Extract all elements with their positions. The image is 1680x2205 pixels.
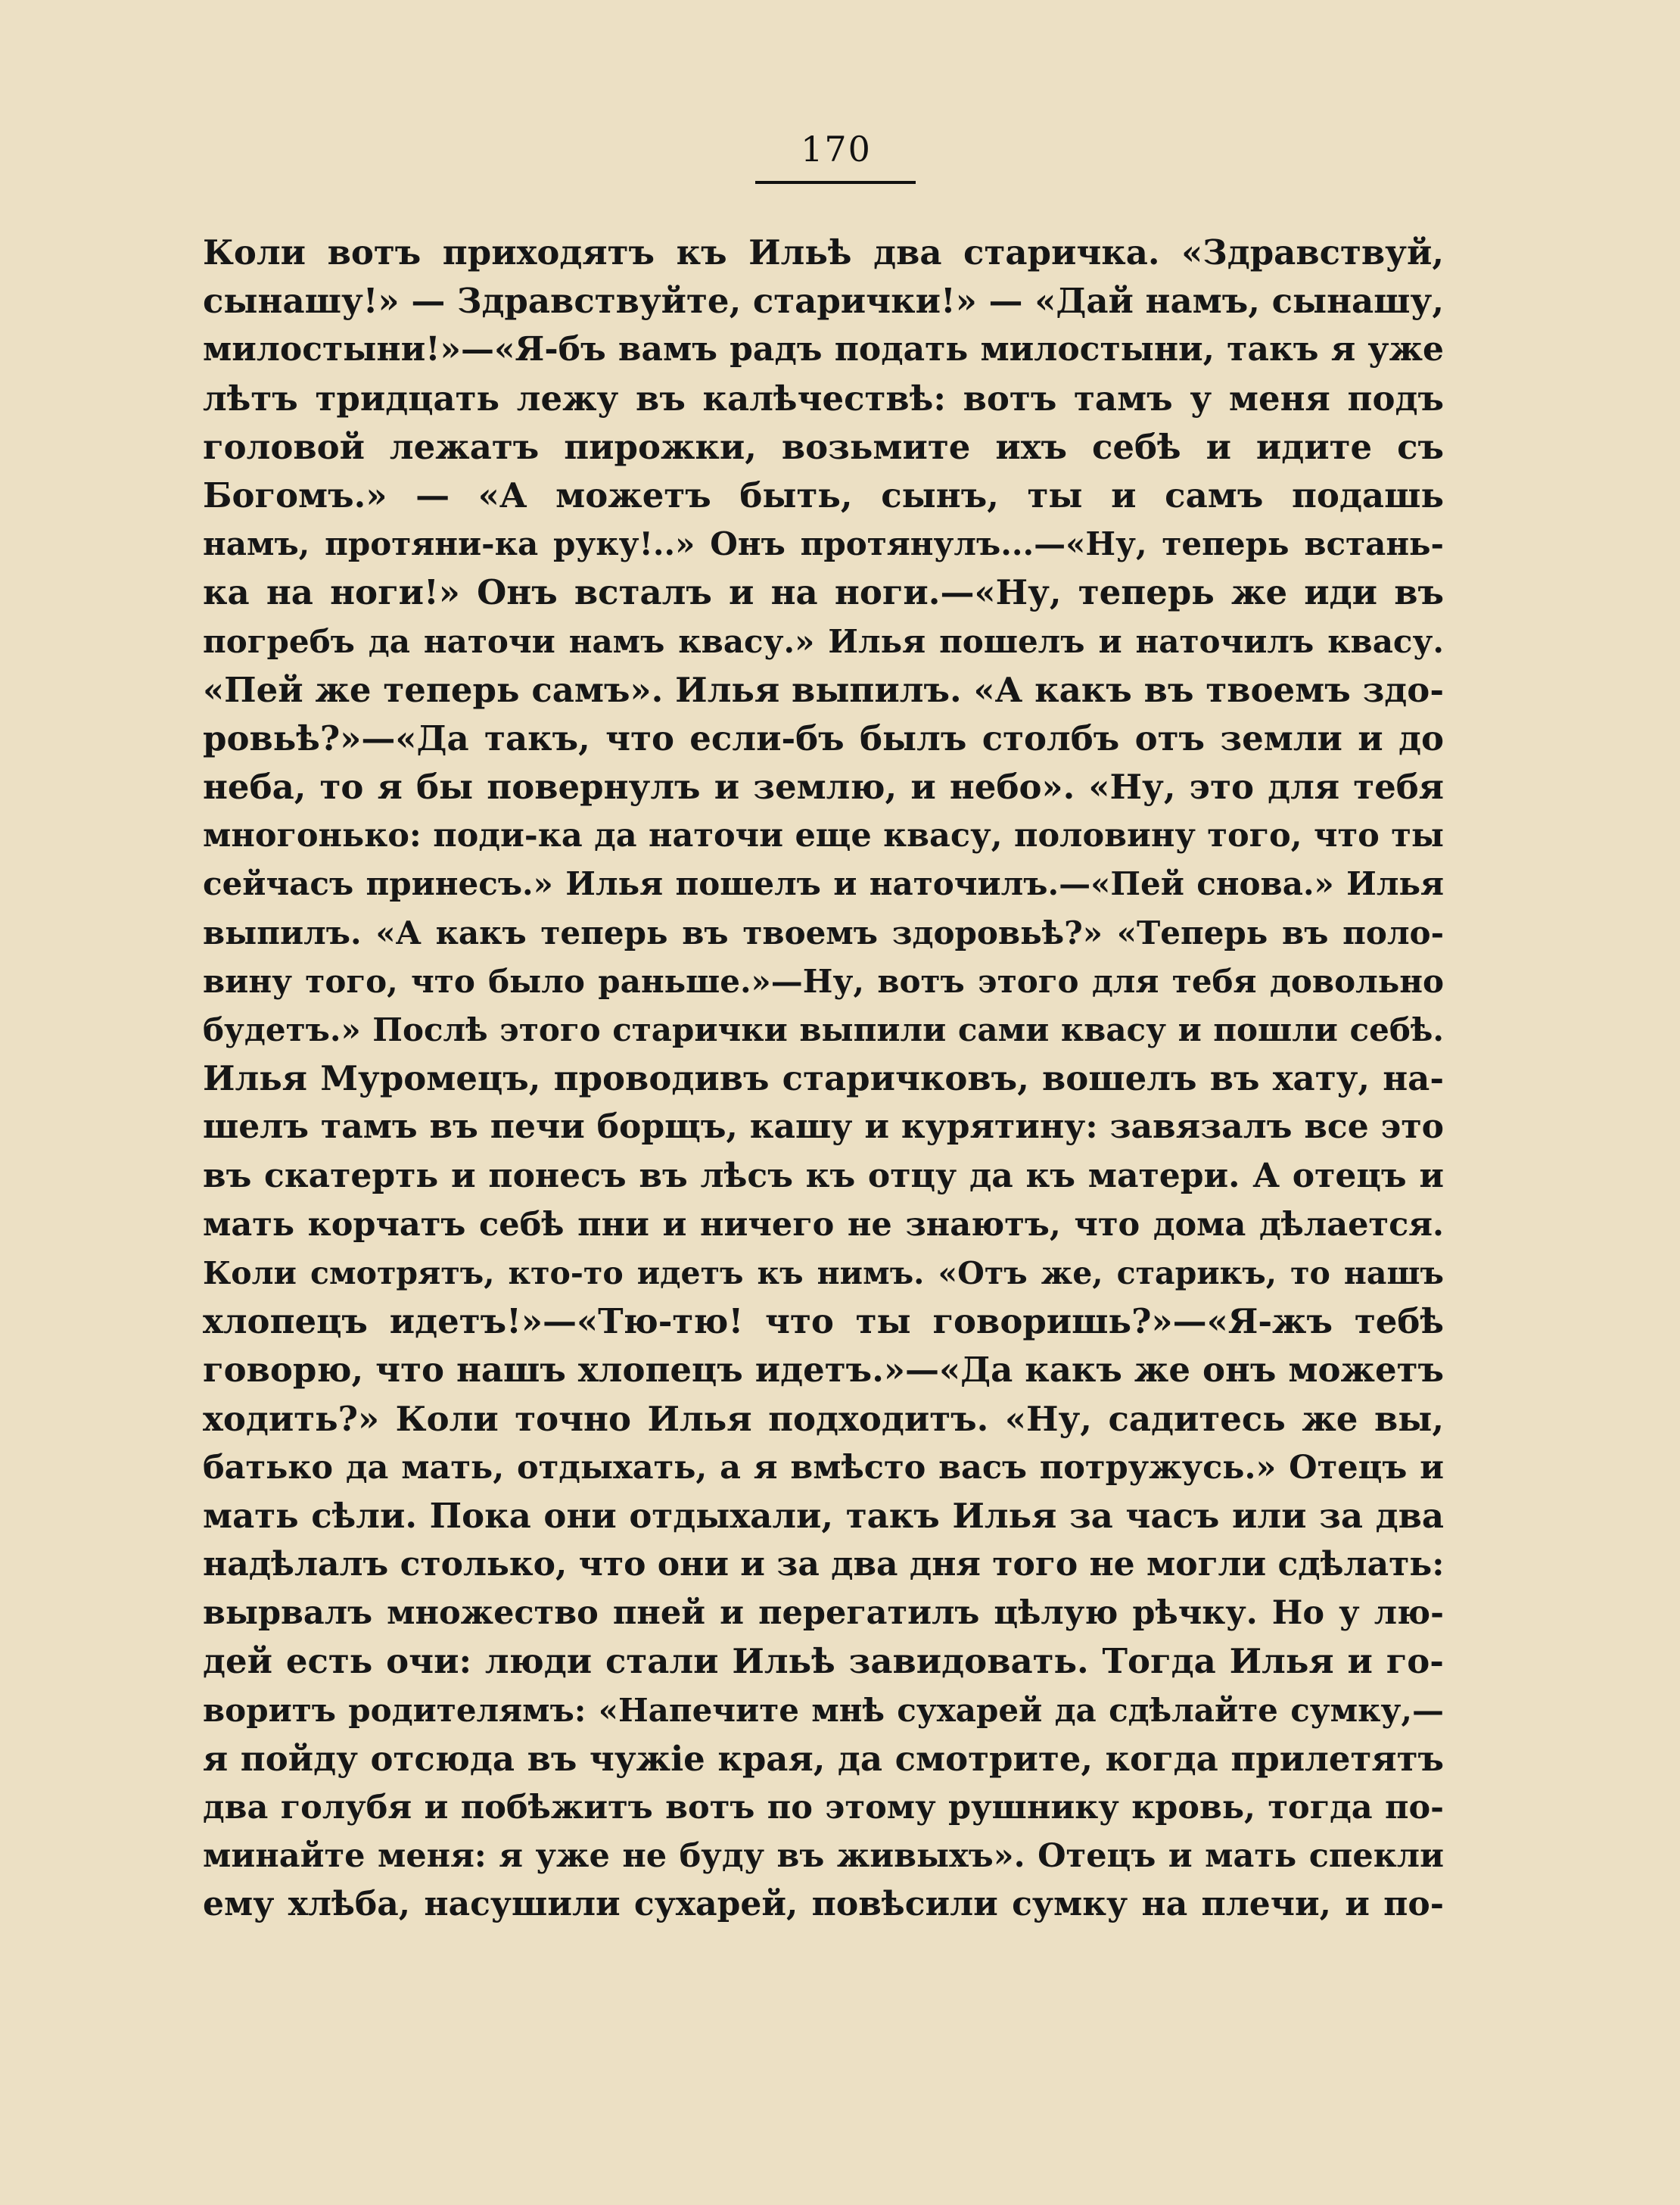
page-number-rule bbox=[755, 181, 916, 184]
text-line: Илья Муромецъ, проводивъ старичковъ, вошелъ въ хату, на- bbox=[203, 1058, 1444, 1099]
text-line: воритъ родителямъ: «Напечите мнѣ сухарей да сдѣлайте сумку,— bbox=[203, 1691, 1444, 1729]
text-line: намъ, протяни-ка руку!..» Онъ протянулъ...—«Ну, теперь встань- bbox=[203, 525, 1444, 563]
text-line: мать сѣли. Пока они отдыхали, такъ Илья за часъ или за два bbox=[203, 1495, 1444, 1536]
text-line: говорю, что нашъ хлопецъ идетъ.»—«Да какъ же онъ можетъ bbox=[203, 1350, 1444, 1391]
text-line: хлопецъ идетъ!»—«Тю-тю! что ты говоришь?»—«Я-жъ тебѣ bbox=[203, 1301, 1444, 1342]
text-line: «Пей же теперь самъ». Илья выпилъ. «А какъ въ твоемъ здо- bbox=[203, 669, 1444, 710]
text-line: Коли смотрятъ, кто-то идетъ къ нимъ. «Отъ же, старикъ, то нашъ bbox=[203, 1254, 1444, 1291]
text-line: въ скатерть и понесъ въ лѣсъ къ отцу да къ матери. А отецъ и bbox=[203, 1156, 1444, 1195]
page-number: 170 bbox=[801, 129, 872, 170]
text-line: сынашу!» — Здравствуйте, старички!» — «Дай намъ, сынашу, bbox=[203, 281, 1445, 322]
text-line: ка на ноги!» Онъ всталъ и на ноги.—«Ну, теперь же иди въ bbox=[203, 572, 1444, 613]
text-line: два голубя и побѣжитъ вотъ по этому рушнику кровь, тогда по- bbox=[203, 1789, 1444, 1827]
text-line: надѣлалъ столько, что они и за два дня того не могли сдѣлать: bbox=[203, 1545, 1445, 1584]
text-line: головой лежатъ пирожки, возьмите ихъ себѣ и идите съ bbox=[203, 426, 1444, 467]
text-line: я пойду отсюда въ чужіе края, да смотрите, когда прилетятъ bbox=[203, 1738, 1444, 1779]
text-line: вину того, что было раньше.»—Ну, вотъ этого для тебя довольно bbox=[203, 962, 1444, 1000]
text-line: шелъ тамъ въ печи борщъ, кашу и курятину: завязалъ все это bbox=[203, 1107, 1444, 1147]
text-line: дей есть очи: люди стали Ильѣ завидовать. Тогда Илья и го- bbox=[203, 1641, 1444, 1682]
text-line: милостыни!»—«Я-бъ вамъ радъ подать милостыни, такъ я уже bbox=[203, 330, 1444, 369]
text-line: ему хлѣба, насушили сухарей, повѣсили сумку на плечи, и по- bbox=[203, 1885, 1444, 1924]
text-line: батько да мать, отдыхать, а я вмѣсто васъ потружусь.» Отецъ и bbox=[203, 1448, 1444, 1487]
text-line: сейчасъ принесъ.» Илья пошелъ и наточилъ.—«Пей снова.» Илья bbox=[203, 865, 1444, 903]
text-line: Коли вотъ приходятъ къ Ильѣ два старичка. «Здравствуй, bbox=[203, 232, 1444, 273]
text-line: ходить?» Коли точно Илья подходитъ. «Ну, садитесь же вы, bbox=[203, 1398, 1444, 1439]
text-line: погребъ да наточи намъ квасу.» Илья пошелъ и наточилъ квасу. bbox=[203, 622, 1444, 660]
text-line: будетъ.» Послѣ этого старички выпили сами квасу и пошли себѣ. bbox=[203, 1011, 1444, 1048]
text-line: Богомъ.» — «А можетъ быть, сынъ, ты и самъ подашь bbox=[203, 475, 1444, 515]
text-line: ровьѣ?»—«Да такъ, что если-бъ былъ столбъ отъ земли и до bbox=[203, 718, 1444, 758]
text-line: мать корчатъ себѣ пни и ничего не знаютъ, что дома дѣлается. bbox=[203, 1205, 1444, 1244]
body-text bbox=[203, 229, 1444, 1929]
text-line: вырвалъ множество пней и перегатилъ цѣлую рѣчку. Но у лю- bbox=[203, 1594, 1444, 1633]
text-line: минайте меня: я уже не буду въ живыхъ». Отецъ и мать спекли bbox=[203, 1837, 1444, 1876]
text-line: многонько: поди-ка да наточи еще квасу, половину того, что ты bbox=[203, 817, 1444, 855]
text-line: лѣтъ тридцать лежу въ калѣчествѣ: вотъ тамъ у меня подъ bbox=[203, 378, 1444, 419]
text-line: выпилъ. «А какъ теперь въ твоемъ здоровьѣ?» «Теперь въ поло- bbox=[203, 914, 1444, 951]
text-line: неба, то я бы повернулъ и землю, и небо». «Ну, это для тебя bbox=[203, 767, 1444, 808]
